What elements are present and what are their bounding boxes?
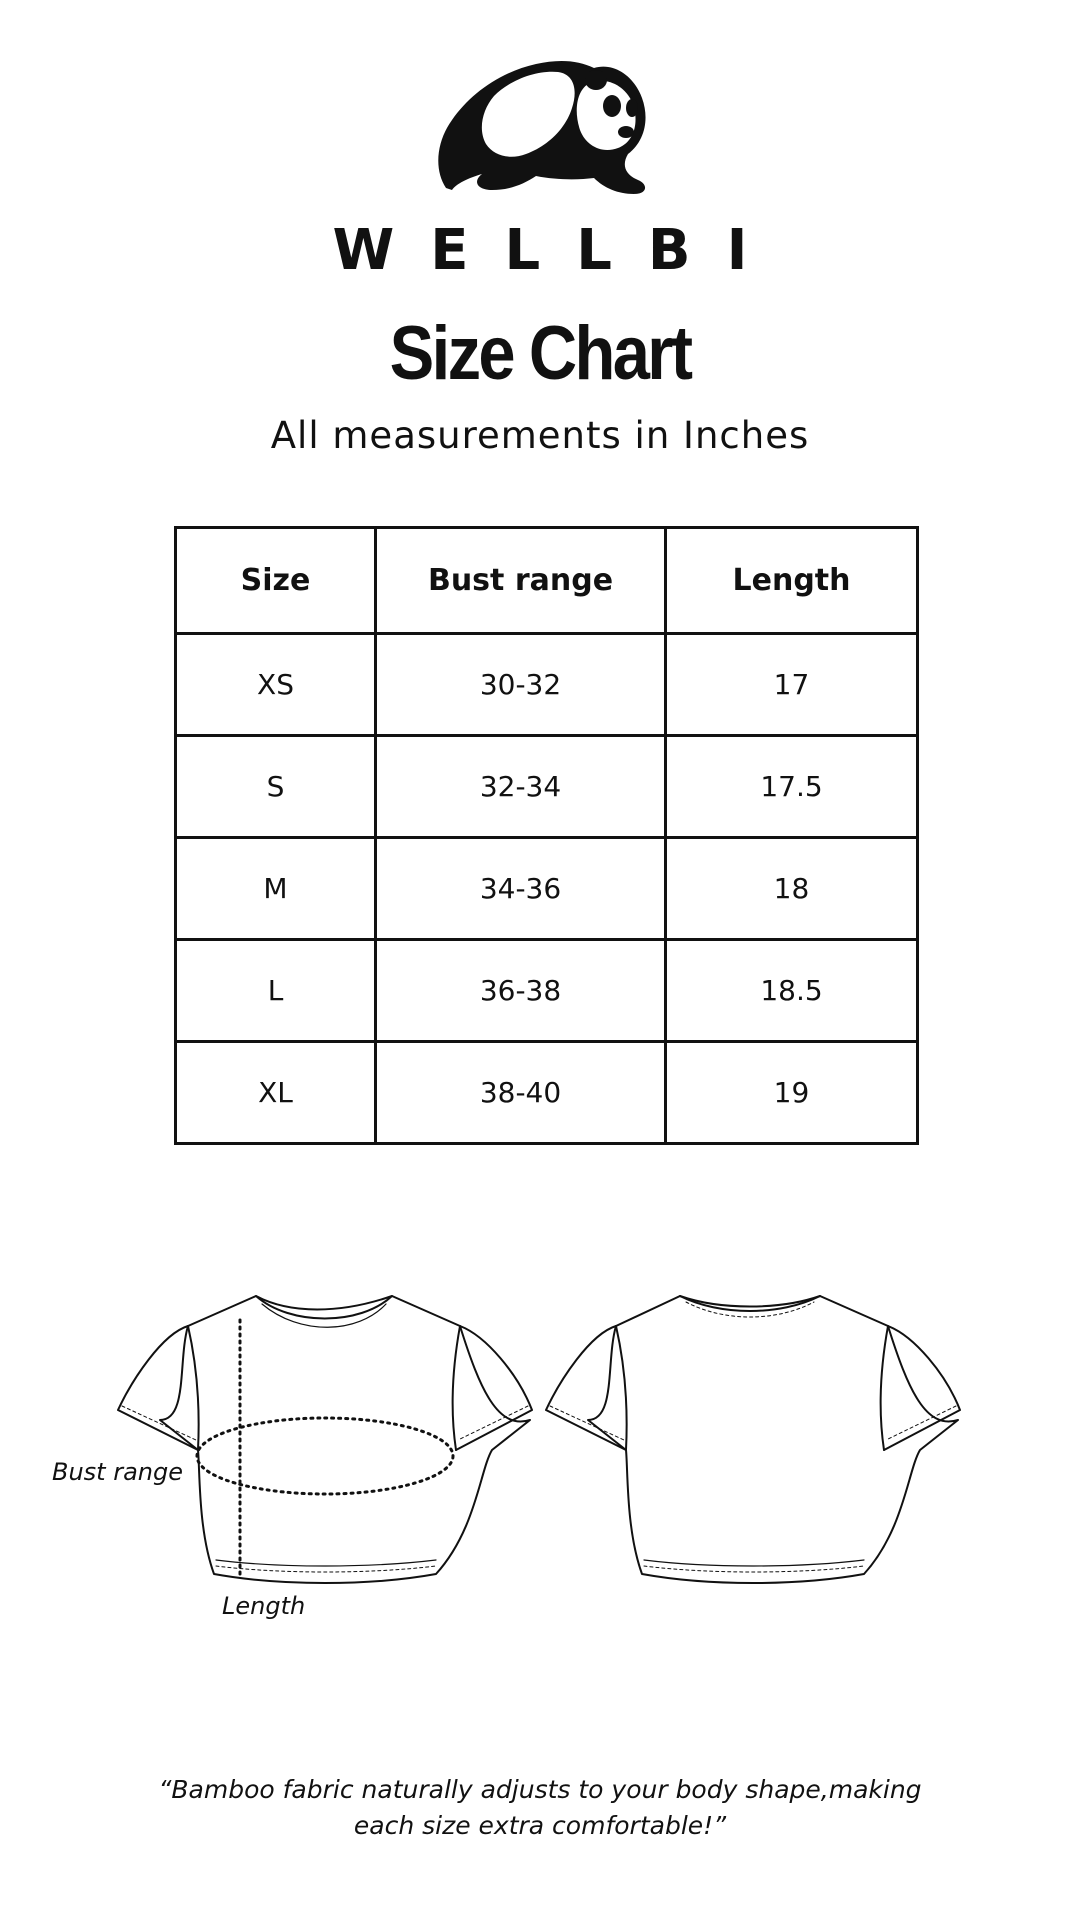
table-row <box>176 838 918 940</box>
panda-icon <box>428 50 656 200</box>
garment-diagrams <box>40 1270 1040 1650</box>
size-cell: S <box>176 736 376 838</box>
bust-range-cell: 36-38 <box>376 940 666 1042</box>
table-row <box>176 634 918 736</box>
table-row <box>176 1042 918 1144</box>
bust-range-cell: 34-36 <box>376 838 666 940</box>
bust-range-label: Bust range <box>52 1458 184 1486</box>
page-subtitle: All measurements in Inches <box>270 414 810 457</box>
size-table <box>174 526 919 1145</box>
crop-top-front-icon <box>118 1296 532 1583</box>
column-header-size: Size <box>176 528 376 634</box>
length-label: Length <box>222 1592 306 1620</box>
table-header-row <box>176 528 918 634</box>
length-cell: 17 <box>666 634 918 736</box>
page-title: Size Chart <box>389 311 691 396</box>
length-cell: 17.5 <box>666 736 918 838</box>
table-row <box>176 736 918 838</box>
column-header-bust-range: Bust range <box>376 528 666 634</box>
length-cell: 19 <box>666 1042 918 1144</box>
quote-line: each size extra comfortable!” <box>353 1811 727 1840</box>
size-cell: L <box>176 940 376 1042</box>
brand-wordmark: WELLBI <box>332 218 784 283</box>
size-cell: XL <box>176 1042 376 1144</box>
footer-quote <box>0 1772 1080 1844</box>
length-cell: 18.5 <box>666 940 918 1042</box>
size-cell: M <box>176 838 376 940</box>
length-cell: 18 <box>666 838 918 940</box>
crop-top-back-icon <box>546 1296 960 1583</box>
column-header-length: Length <box>666 528 918 634</box>
quote-line: “Bamboo fabric naturally adjusts to your body shape,making <box>158 1775 922 1804</box>
bust-range-cell: 32-34 <box>376 736 666 838</box>
bust-range-cell: 30-32 <box>376 634 666 736</box>
table-row <box>176 940 918 1042</box>
size-cell: XS <box>176 634 376 736</box>
bust-range-cell: 38-40 <box>376 1042 666 1144</box>
